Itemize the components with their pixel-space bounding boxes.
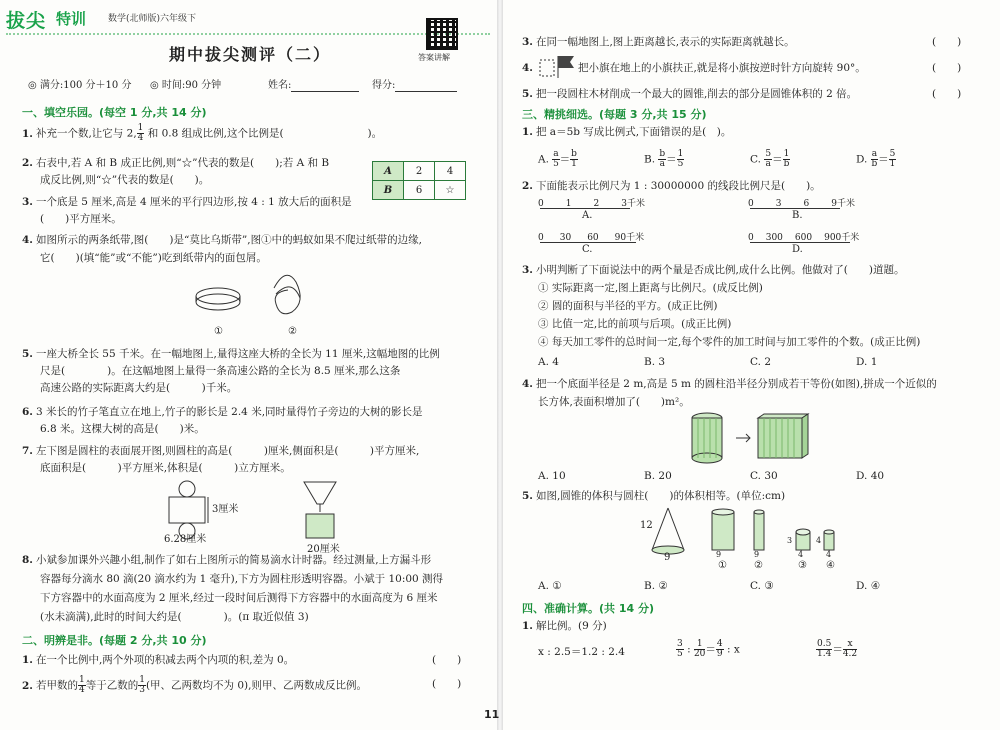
judge-q5-answer[interactable]: ( ) — [932, 88, 962, 100]
score-blank[interactable] — [395, 80, 457, 92]
fill-q8-line4: (水未滴满),此时的时间大约是( )。(π 取近似值 3) — [40, 611, 309, 623]
choice-q4-option-a[interactable]: A. 10 — [538, 470, 566, 482]
scale-bar-b[interactable]: 0 3 6 9千米 B. — [748, 196, 888, 226]
fill-q8-line1: 8. 小斌参加课外兴趣小组,制作了如右上图所示的简易滴水计时器。经过测量,上方漏斗形 — [22, 554, 432, 566]
choice-q5: 5. 如图,圆锥的体积与圆柱( )的体积相等。(单位:cm) — [522, 490, 786, 502]
scale-line — [540, 242, 636, 243]
fill-q5-line3: 高速公路的实际距离大约是( )千米。 — [40, 382, 238, 394]
judge-q4-answer[interactable]: ( ) — [932, 62, 962, 74]
name-field[interactable] — [268, 76, 359, 92]
scale-bar-d-ticks: 0 300 600 900千米 — [748, 233, 860, 243]
brand-logo: 拔尖 — [6, 10, 47, 32]
cylinder-dim-2: 9 — [754, 550, 760, 559]
scale-bar-a[interactable]: 0 1 2 3千米 A. — [538, 196, 678, 226]
scale-bar-c-ticks: 0 30 60 90千米 — [538, 233, 645, 243]
scale-bar-d[interactable]: 0 300 600 900千米 D. — [748, 230, 908, 260]
choice-q2: 2. 下面能表示比例尺为 1 : 30000000 的线段比例尺是( )。 — [522, 180, 821, 192]
scale-bar-a-ticks: 0 1 2 3千米 — [538, 199, 645, 209]
calc-equation-1: x : 2.5＝1.2 : 2.4 — [538, 646, 625, 658]
page-number: 11 — [484, 708, 500, 721]
choice-q1-option-a[interactable]: A. $\frac{a}{5}$ ＝ $\frac{b}{1}$ — [538, 149, 577, 169]
cone-height-label: 12 — [640, 520, 653, 531]
name-label: 姓名: — [268, 80, 292, 91]
cylinder-dim-3: 3 — [787, 536, 793, 545]
fill-q8-line3: 下方容器中的水面高度为 2 厘米,经过一段时间后测得下方容器中的水面高度为 6 厘米 — [40, 592, 438, 604]
qr-code-icon[interactable] — [426, 18, 458, 50]
page-title: 期中拔尖测评（二） — [168, 45, 331, 64]
choice-q1-option-b[interactable]: B. $\frac{b}{a}$ ＝ $\frac{1}{5}$ — [644, 149, 684, 169]
calc-q1: 1. 解比例。(9 分) — [522, 620, 607, 632]
scale-bar-b-ticks: 0 3 6 9千米 — [748, 199, 855, 209]
fig7-label-height: 3厘米 — [212, 504, 239, 515]
score-field[interactable] — [372, 76, 457, 92]
judge-q3-answer[interactable]: ( ) — [932, 36, 962, 48]
fill-q8-line2: 容器每分滴水 80 滴(20 滴水约为 1 毫升),下方为圆柱形透明容器。小斌于 10:00 测得 — [40, 573, 444, 585]
mobius-figures — [196, 268, 316, 328]
section-calc-title: 四、准确计算。(共 14 分) — [522, 602, 655, 615]
fill-q5-line2: 尺是( )。在这幅地图上量得一条高速公路的全长为 8.5 厘米,那么这条 — [40, 365, 401, 377]
choice-q1: 1. 把 a＝5b 写成比例式,下面错误的是( )。 — [522, 126, 732, 138]
choice-q3-option-a[interactable]: A. 4 — [538, 356, 559, 368]
subject-label: 数学(北师版)六年级下 — [108, 14, 197, 24]
fill-q1: 1. 补充一个数,让它与 2, $\frac{1}{4}$ 和 0.8 组成比例,这个比例是( )。 — [22, 123, 383, 143]
fill-q3-line2: ( )平方厘米。 — [40, 213, 122, 225]
brand-logo-sub: 特训 — [56, 10, 87, 28]
qr-label: 答案讲解 — [418, 53, 450, 62]
cylinder-label-2: ② — [754, 560, 763, 571]
choice-q4-line1: 4. 把一个底面半径是 2 m,高是 5 m 的圆柱沿半径分别成若干等份(如图),拼成一个近似的 — [522, 378, 937, 390]
fill-q6-line1: 6. 3 米长的竹子笔直立在地上,竹子的影长是 2.4 米,同时量得竹子旁边的大树的影长是 — [22, 406, 423, 418]
fill-q4-line1: 4. 如图所示的两条纸带,图( )是“莫比乌斯带”,图①中的蚂蚁如果不爬过纸带的边缘, — [22, 234, 422, 246]
cylinder-dim-5: 4 — [816, 536, 822, 545]
cylinder-dim-6: 4 — [826, 550, 832, 559]
choice-q3-item-2: ② 圆的面积与半径的平方。(成正比例) — [538, 300, 718, 312]
choice-q4-option-b[interactable]: B. 20 — [644, 470, 672, 482]
cylinder-dim-1: 9 — [716, 550, 722, 559]
time-limit: ◎ 时间:90 分钟 — [150, 80, 222, 91]
choice-q5-option-d[interactable]: D. ④ — [856, 580, 881, 592]
choice-q3-item-1: ① 实际距离一定,图上距离与比例尺。(成反比例) — [538, 282, 763, 294]
section-fill-title: 一、填空乐园。(每空 1 分,共 14 分) — [22, 106, 207, 119]
judge-q2: 2. 若甲数的 $\frac{1}{4}$ 等于乙数的 $\frac{1}{3}$ (甲、乙两数均不为 0),则甲、乙两数成反比例。 — [22, 675, 367, 695]
fig7-label-timer: 20厘米 — [307, 544, 340, 555]
cylinder-label-4: ④ — [826, 560, 835, 571]
fraction: $\frac{1}{4}$ — [137, 123, 144, 143]
flag-figure — [538, 54, 582, 80]
choice-q5-option-a[interactable]: A. ① — [538, 580, 562, 592]
cone-diameter-label: 9 — [664, 552, 671, 563]
choice-q4-line2: 长方体,表面积增加了( )m²。 — [538, 396, 690, 408]
full-score: ◎ 满分:100 分＋10 分 — [28, 80, 132, 91]
choice-q4-option-c[interactable]: C. 30 — [750, 470, 778, 482]
calc-equation-3: $\frac{0.5}{1.4}$ ＝ $\frac{x}{4.2}$ — [817, 639, 858, 659]
name-blank[interactable] — [291, 80, 359, 92]
fill-q2-line2: 成反比例,则“☆”代表的数是( )。 — [40, 174, 210, 186]
judge-q5: 5. 把一段圆柱木材削成一个最大的圆锥,削去的部分是圆锥体积的 2 倍。 — [522, 88, 858, 100]
cylinder-label-1: ① — [718, 560, 727, 571]
fig-label-1: ① — [214, 326, 223, 337]
cylinder-label-3: ③ — [798, 560, 807, 571]
choice-q1-option-d[interactable]: D. $\frac{a}{b}$ ＝ $\frac{5}{1}$ — [856, 149, 896, 169]
scale-bar-c[interactable]: 0 30 60 90千米 C. — [538, 230, 688, 260]
judge-q3: 3. 在同一幅地图上,图上距离越长,表示的实际距离就越长。 — [522, 36, 795, 48]
fill-q3-line1: 3. 一个底是 5 厘米,高是 4 厘米的平行四边形,按 4 : 1 放大后的面积是 — [22, 196, 352, 208]
choice-q3-item-3: ③ 比值一定,比的前项与后项。(成正比例) — [538, 318, 732, 330]
ab-table: A 2 4 B 6 ☆ — [372, 161, 466, 200]
cylinder-to-cuboid-figure — [690, 412, 820, 464]
judge-q2-answer[interactable]: ( ) — [432, 678, 462, 690]
fig-label-2: ② — [288, 326, 297, 337]
choice-q3-item-4: ④ 每天加工零件的总时间一定,每个零件的加工时间与加工零件的个数。(成正比例) — [538, 336, 921, 348]
judge-q1-answer[interactable]: ( ) — [432, 654, 462, 666]
choice-q4-option-d[interactable]: D. 40 — [856, 470, 885, 482]
fill-q6-line2: 6.8 米。这棵大树的高是( )米。 — [40, 423, 205, 435]
choice-q5-option-b[interactable]: B. ② — [644, 580, 668, 592]
fill-q5-line1: 5. 一座大桥全长 55 千米。在一幅地图上,量得这座大桥的全长为 11 厘米,这幅地图的比例 — [22, 348, 440, 360]
choice-q3: 3. 小明判断了下面说法中的两个量是否成比例,成什么比例。他做对了( )道题。 — [522, 264, 905, 276]
choice-q3-option-c[interactable]: C. 2 — [750, 356, 772, 368]
section-choice-title: 三、精挑细选。(每题 3 分,共 15 分) — [522, 108, 707, 121]
fill-q4-line2: 它( )(填“能”或“不能”)吃到纸带内的面包屑。 — [40, 252, 267, 264]
choice-q3-option-b[interactable]: B. 3 — [644, 356, 666, 368]
scale-line — [750, 242, 850, 243]
scale-line — [540, 208, 630, 209]
fraction: $\frac{1}{4}$ — [78, 675, 85, 695]
choice-q1-option-c[interactable]: C. $\frac{5}{a}$ ＝ $\frac{1}{b}$ — [750, 149, 790, 169]
fig7-label-width: 6.28厘米 — [164, 534, 207, 545]
choice-q3-option-d[interactable]: D. 1 — [856, 356, 878, 368]
fraction: $\frac{1}{3}$ — [139, 675, 145, 695]
calc-equation-2: $\frac{3}{5}$ : $\frac{1}{20}$ ＝ $\frac{4}{9}$ : x — [677, 639, 740, 659]
score-label: 得分: — [372, 80, 396, 91]
page-fold — [497, 0, 503, 730]
judge-q4: 4. 把小旗在地上的小旗扶正,就是将小旗按逆时针方向旋转 90°。 — [522, 62, 866, 74]
choice-q5-option-c[interactable]: C. ③ — [750, 580, 774, 592]
cylinder-dim-4: 4 — [798, 550, 804, 559]
fill-q2-line1: 2. 右表中,若 A 和 B 成正比例,则“☆”代表的数是( );若 A 和 B — [22, 157, 330, 169]
section-judge-title: 二、明辨是非。(每题 2 分,共 10 分) — [22, 634, 207, 647]
fill-q7-line1: 7. 左下图是圆柱的表面展开图,则圆柱的高是( )厘米,侧面积是( )平方厘米, — [22, 445, 420, 457]
fill-q7-line2: 底面积是( )平方厘米,体积是( )立方厘米。 — [40, 462, 291, 474]
header-divider — [6, 33, 490, 35]
scale-line — [750, 208, 840, 209]
judge-q1: 1. 在一个比例中,两个外项的积减去两个内项的积,差为 0。 — [22, 654, 295, 666]
